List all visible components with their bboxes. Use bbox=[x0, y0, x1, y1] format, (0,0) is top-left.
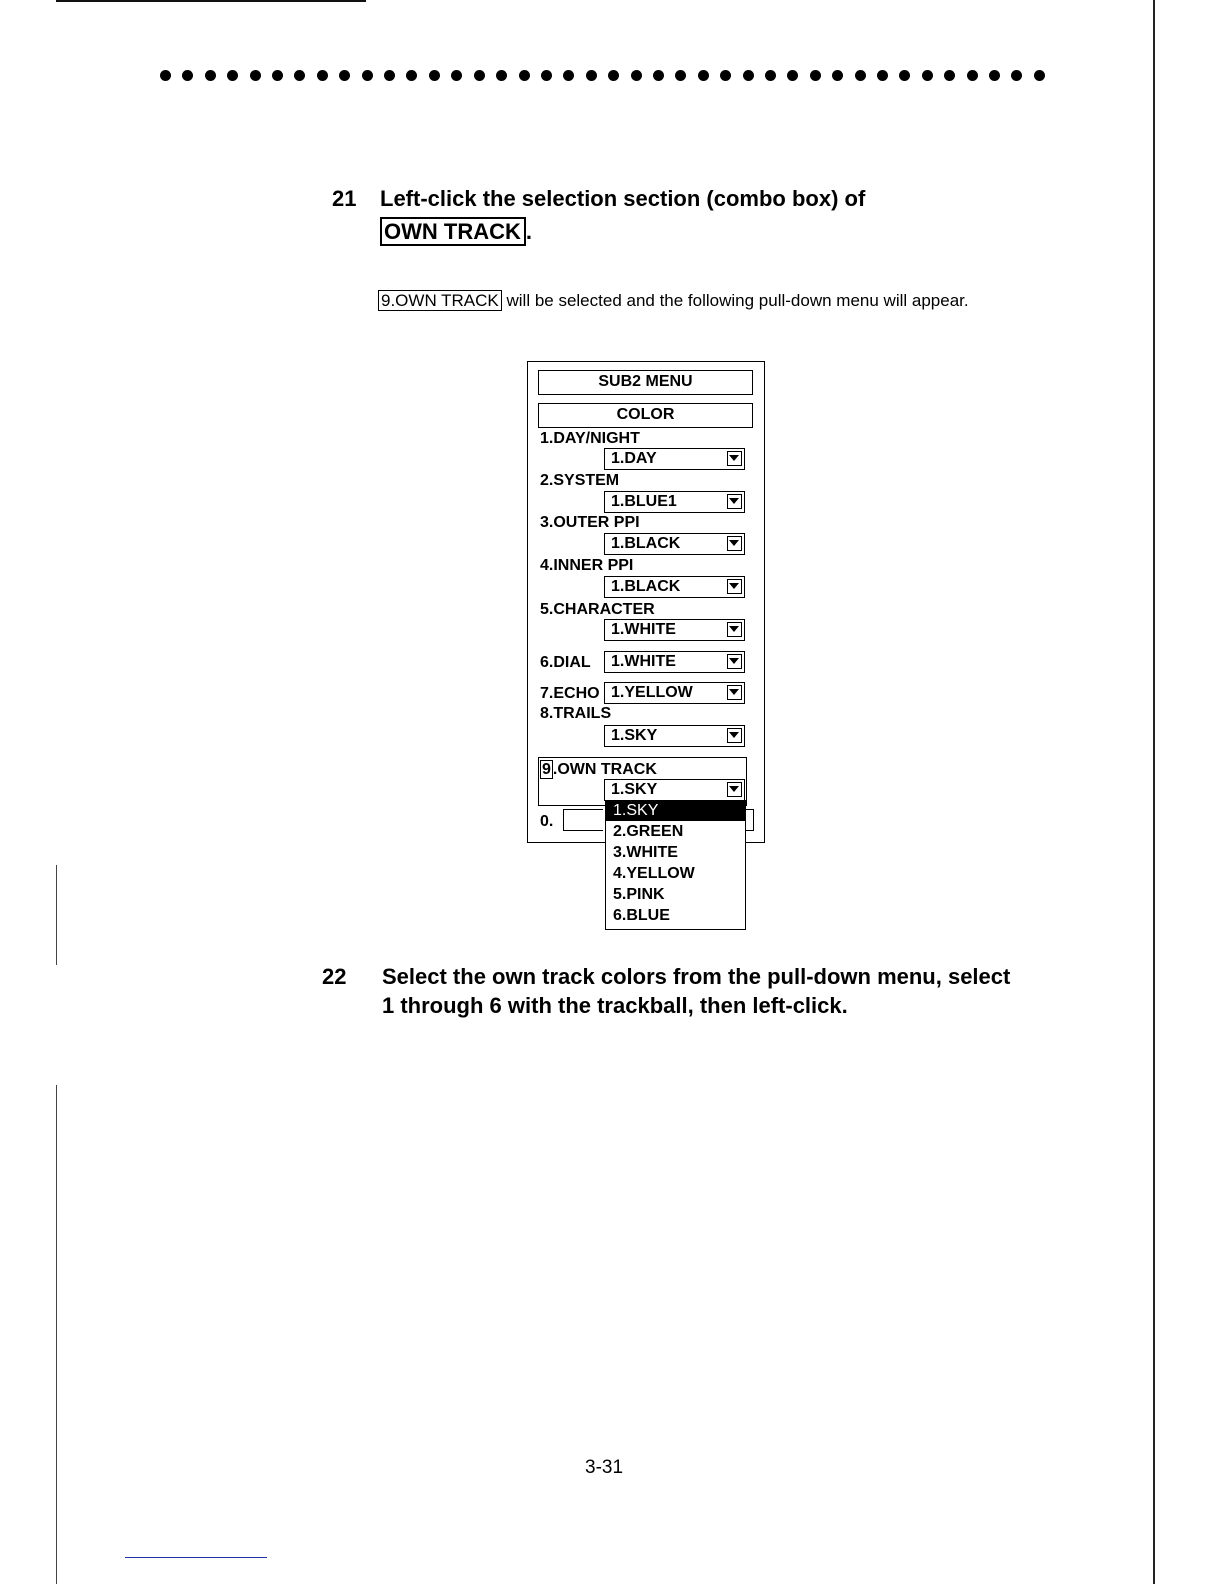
divider-dot bbox=[272, 70, 283, 81]
divider-dot bbox=[541, 70, 552, 81]
divider-dot bbox=[250, 70, 261, 81]
dropdown-arrow-icon[interactable] bbox=[727, 451, 742, 466]
divider-dot bbox=[675, 70, 686, 81]
dotted-header-divider bbox=[160, 66, 1045, 84]
divider-dot bbox=[384, 70, 395, 81]
day-night-label: 1.DAY/NIGHT bbox=[540, 430, 640, 447]
divider-dot bbox=[967, 70, 978, 81]
dropdown-arrow-icon[interactable] bbox=[727, 685, 742, 700]
divider-dot bbox=[1011, 70, 1022, 81]
divider-dot bbox=[563, 70, 574, 81]
own-track-menu-item-ref: 9.OWN TRACK bbox=[378, 290, 502, 311]
pulldown-option[interactable]: 1.SKY bbox=[606, 800, 745, 821]
pulldown-option[interactable]: 3.WHITE bbox=[613, 844, 678, 861]
right-border-line bbox=[1153, 0, 1155, 1584]
dropdown-arrow-icon[interactable] bbox=[727, 579, 742, 594]
system-combo[interactable]: 1.BLUE1 bbox=[604, 491, 745, 513]
divider-dot bbox=[855, 70, 866, 81]
step-21-number: 21 bbox=[332, 186, 357, 211]
trails-label: 8.TRAILS bbox=[540, 705, 612, 722]
step-22-line1: Select the own track colors from the pull-down menu, select bbox=[382, 964, 1011, 989]
menu-title: SUB2 MENU bbox=[538, 370, 753, 395]
divider-dot bbox=[608, 70, 619, 81]
divider-dot bbox=[765, 70, 776, 81]
menu-section-color: COLOR bbox=[538, 403, 753, 428]
echo-label: 7.ECHO bbox=[540, 685, 600, 702]
divider-dot bbox=[182, 70, 193, 81]
inner-ppi-combo[interactable]: 1.BLACK bbox=[604, 576, 745, 598]
pulldown-option[interactable]: 4.YELLOW bbox=[613, 865, 695, 882]
bottom-rule bbox=[125, 1557, 267, 1558]
step-21-line2: OWN TRACK . bbox=[380, 217, 532, 247]
dropdown-arrow-icon[interactable] bbox=[727, 728, 742, 743]
echo-combo[interactable]: 1.YELLOW bbox=[604, 682, 745, 704]
own-track-label: 9 .OWN TRACK bbox=[542, 761, 657, 778]
divider-dot bbox=[317, 70, 328, 81]
next-item-label: 0. bbox=[540, 813, 554, 830]
divider-dot bbox=[160, 70, 171, 81]
divider-dot bbox=[474, 70, 485, 81]
dial-label: 6.DIAL bbox=[540, 654, 591, 671]
trails-combo[interactable]: 1.SKY bbox=[604, 725, 745, 747]
pulldown-option[interactable]: 6.BLUE bbox=[613, 907, 670, 924]
left-margin-line bbox=[56, 865, 57, 965]
divider-dot bbox=[899, 70, 910, 81]
dropdown-arrow-icon[interactable] bbox=[727, 654, 742, 669]
divider-dot bbox=[743, 70, 754, 81]
system-label: 2.SYSTEM bbox=[540, 472, 620, 489]
divider-dot bbox=[698, 70, 709, 81]
pulldown-option[interactable]: 5.PINK bbox=[613, 886, 665, 903]
page-number: 3-31 bbox=[585, 1457, 624, 1478]
divider-dot bbox=[720, 70, 731, 81]
divider-dot bbox=[451, 70, 462, 81]
instruction-note: 9.OWN TRACK will be selected and the following pull-down menu will appear. bbox=[378, 289, 969, 313]
dropdown-arrow-icon[interactable] bbox=[727, 782, 742, 797]
dial-combo[interactable]: 1.WHITE bbox=[604, 651, 745, 673]
inner-ppi-label: 4.INNER PPI bbox=[540, 557, 634, 574]
sub2-menu-panel bbox=[527, 361, 765, 843]
divider-dot bbox=[631, 70, 642, 81]
dropdown-arrow-icon[interactable] bbox=[727, 494, 742, 509]
divider-dot bbox=[586, 70, 597, 81]
character-label: 5.CHARACTER bbox=[540, 601, 655, 618]
divider-dot bbox=[877, 70, 888, 81]
step-22-line2: 1 through 6 with the trackball, then left-click. bbox=[382, 993, 848, 1018]
divider-dot bbox=[205, 70, 216, 81]
divider-dot bbox=[1034, 70, 1045, 81]
divider-dot bbox=[653, 70, 664, 81]
next-item-field-edge bbox=[745, 809, 754, 831]
divider-dot bbox=[294, 70, 305, 81]
own-track-pulldown-list bbox=[605, 800, 746, 930]
outer-ppi-combo[interactable]: 1.BLACK bbox=[604, 533, 745, 555]
divider-dot bbox=[944, 70, 955, 81]
divider-dot bbox=[810, 70, 821, 81]
divider-dot bbox=[922, 70, 933, 81]
divider-dot bbox=[339, 70, 350, 81]
step-22-number: 22 bbox=[322, 964, 347, 989]
pulldown-option[interactable]: 2.GREEN bbox=[613, 823, 684, 840]
divider-dot bbox=[832, 70, 843, 81]
left-margin-line bbox=[56, 1085, 57, 1584]
step-21-line1: Left-click the selection section (combo box) of bbox=[380, 186, 866, 211]
divider-dot bbox=[496, 70, 507, 81]
top-rule bbox=[56, 0, 366, 2]
dropdown-arrow-icon[interactable] bbox=[727, 536, 742, 551]
divider-dot bbox=[362, 70, 373, 81]
divider-dot bbox=[429, 70, 440, 81]
divider-dot bbox=[227, 70, 238, 81]
own-track-keyword: OWN TRACK bbox=[380, 217, 526, 246]
day-night-combo[interactable]: 1.DAY bbox=[604, 448, 745, 470]
next-item-field[interactable] bbox=[563, 809, 603, 831]
dropdown-arrow-icon[interactable] bbox=[727, 622, 742, 637]
own-track-combo[interactable]: 1.SKY bbox=[604, 779, 745, 801]
divider-dot bbox=[787, 70, 798, 81]
divider-dot bbox=[406, 70, 417, 81]
divider-dot bbox=[519, 70, 530, 81]
character-combo[interactable]: 1.WHITE bbox=[604, 619, 745, 641]
divider-dot bbox=[989, 70, 1000, 81]
outer-ppi-label: 3.OUTER PPI bbox=[540, 514, 640, 531]
